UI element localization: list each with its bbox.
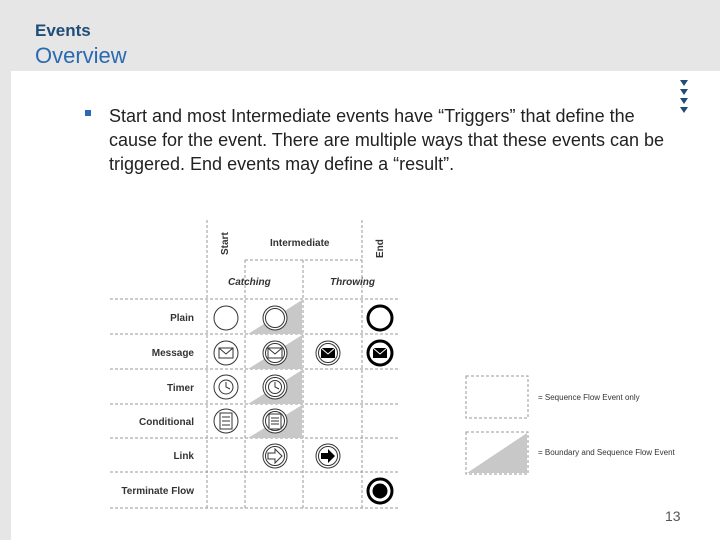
intermediate-link-catch-icon [263, 444, 287, 468]
page-title: Overview [35, 43, 127, 68]
end-terminate-icon [368, 479, 392, 503]
intermediate-message-throw-icon [316, 341, 340, 365]
intermediate-message-catch-icon [263, 341, 287, 365]
start-message-icon [214, 341, 238, 365]
bullet-text: Start and most Intermediate events have “Triggers” that define the cause for the event. There are multiple ways that these events can be triggered. End events may define a “result”. [109, 106, 664, 174]
row-label-timer: Timer [166, 383, 194, 394]
page-number: 13 [665, 508, 681, 524]
start-timer-icon [214, 375, 238, 399]
grid-lines [110, 220, 400, 508]
intermediate-plain-icon [263, 306, 287, 330]
start-plain-icon [214, 306, 238, 330]
sub-throwing-label: Throwing [330, 277, 375, 288]
intermediate-link-throw-icon [316, 444, 340, 468]
section-title: Events [35, 21, 91, 40]
col-start-label: Start [220, 232, 231, 255]
intermediate-timer-icon [263, 375, 287, 399]
end-plain-icon [368, 306, 392, 330]
legend-plain-label: = Sequence Flow Event only [538, 393, 640, 402]
legend-plain-box [466, 376, 528, 418]
col-intermediate-label: Intermediate [270, 238, 330, 249]
row-label-plain: Plain [170, 313, 194, 324]
row-label-link: Link [173, 451, 194, 462]
row-label-conditional: Conditional [139, 417, 194, 428]
end-message-icon [368, 341, 392, 365]
start-conditional-icon [214, 409, 238, 433]
row-label-message: Message [151, 348, 194, 359]
intermediate-conditional-icon [263, 409, 287, 433]
legend-boundary-label: = Boundary and Sequence Flow Event [538, 448, 675, 457]
col-end-label: End [375, 239, 386, 258]
sub-catching-label: Catching [228, 277, 271, 288]
row-label-terminate: Terminate Flow [121, 486, 194, 497]
